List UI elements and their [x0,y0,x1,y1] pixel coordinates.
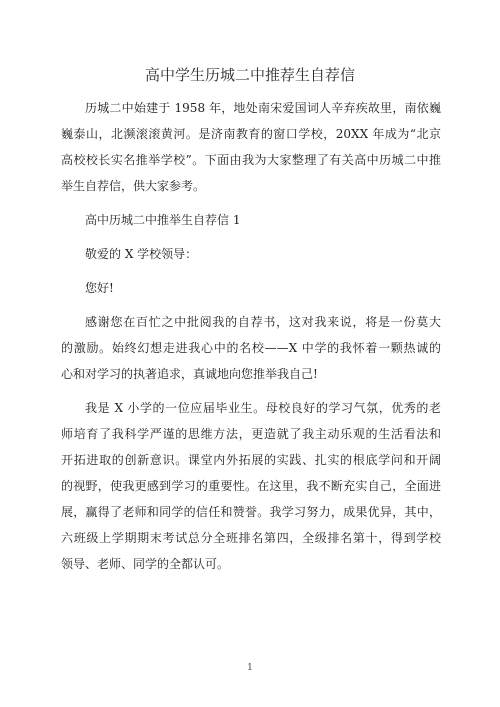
paragraph-line: 开拓进取的创新意识。课堂内外拓展的实践、扎实的根底学问和开阔 [61,453,441,467]
paragraph-line: 心和对学习的执著追求，真诚地向您推举我自己! [61,367,318,381]
intro-paragraph [61,95,441,199]
salutation-text: 敬爱的 X 学校领导： [85,247,198,261]
paragraph-line: 感谢您在百忙之中批阅我的自荐书，这对我来说，将是一份莫大 [85,315,441,329]
paragraph-line: 我是 X 小学的一位应届毕业生。母校良好的学习气氛，优秀的老 [85,401,441,415]
document-body [61,95,441,585]
salutation [61,241,441,267]
body-paragraph [61,395,441,577]
paragraph-line: 的激励。始终幻想走进我心中的名校——X 中学的我怀着一颗热诚的 [61,341,441,355]
section-heading-text: 高中历城二中推举生自荐信 1 [85,213,241,227]
paragraph-line: 六班级上学期期末考试总分全班排名第四，全级排名第十，得到学校 [61,531,441,545]
paragraph-line: 领导、老师、同学的全都认可。 [61,557,230,571]
greeting-text: 您好! [85,281,114,295]
paragraph-line: 高校校长实名推举学校”。下面由我为大家整理了有关高中历城二中推 [61,153,441,167]
greeting [61,275,441,301]
body-paragraph [61,309,441,387]
paragraph-line: 的视野，使我更感到学习的重要性。在这里，我不断充实自己，全面进 [61,479,441,493]
document-title: 高中学生历城二中推荐生自荐信 [144,66,355,84]
page-number: 1 [247,663,253,673]
paragraph-line: 展，赢得了老师和同学的信任和赞誉。我学习努力，成果优异，其中， [61,505,441,519]
section-heading [61,207,441,233]
paragraph-line: 巍泰山，北濒滚滚黄河。是济南教育的窗口学校，20XX 年成为“北京 [61,127,441,141]
paragraph-line: 师培育了我科学严谨的思维方法，更造就了我主动乐观的生活看法和 [61,427,441,441]
paragraph-line: 举生自荐信，供大家参考。 [61,179,206,193]
paragraph-line: 历城二中始建于 1958 年，地处南宋爱国词人辛弃疾故里，南依巍 [85,101,441,115]
